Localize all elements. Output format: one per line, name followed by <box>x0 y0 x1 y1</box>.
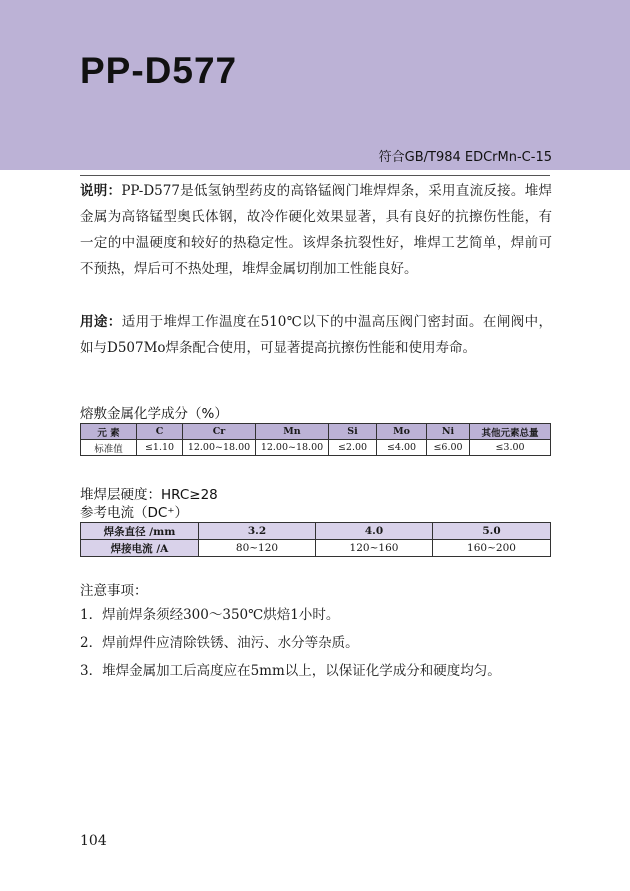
composition-header-row <box>81 424 551 440</box>
composition-header-cell: Mn <box>256 424 329 440</box>
page-number: 104 <box>80 833 107 849</box>
usage-paragraph <box>80 309 552 361</box>
current-cell: 焊接电流 /A <box>81 540 199 557</box>
note-item: 2．焊前焊件应清除铁锈、油污、水分等杂质。 <box>80 635 359 651</box>
current-title: 参考电流（DC⁺） <box>80 505 188 521</box>
composition-value-cell: ≤2.00 <box>329 440 377 456</box>
composition-value-row <box>81 440 551 456</box>
composition-value-cell: ≤1.10 <box>137 440 183 456</box>
composition-header-cell: Mo <box>377 424 427 440</box>
composition-value-cell: ≤6.00 <box>427 440 470 456</box>
hardness-line: 堆焊层硬度：HRC≥28 <box>80 487 218 503</box>
current-cell: 焊条直径 /mm <box>81 523 199 540</box>
usage-label: 用途： <box>80 314 122 330</box>
composition-header-cell: Ni <box>427 424 470 440</box>
description-paragraph <box>80 178 552 282</box>
description-label: 说明： <box>80 183 122 199</box>
header-divider <box>80 175 550 176</box>
current-cell: 80~120 <box>199 540 316 557</box>
composition-header-cell: Si <box>329 424 377 440</box>
current-cell: 160~200 <box>433 540 551 557</box>
current-cell: 4.0 <box>316 523 433 540</box>
composition-header-cell: C <box>137 424 183 440</box>
note-item: 3．堆焊金属加工后高度应在5mm以上，以保证化学成分和硬度均匀。 <box>80 663 501 679</box>
composition-header-cell: 元 素 <box>81 424 137 440</box>
current-cell: 3.2 <box>199 523 316 540</box>
composition-table <box>80 423 551 456</box>
current-cell: 5.0 <box>433 523 551 540</box>
current-amperage-row <box>81 540 551 557</box>
composition-header-cell: Cr <box>183 424 256 440</box>
current-cell: 120~160 <box>316 540 433 557</box>
note-item: 1．焊前焊条须经300～350℃烘焙1小时。 <box>80 607 340 623</box>
description-text: PP-D577是低氢钠型药皮的高铬锰阀门堆焊焊条，采用直流反接。堆焊金属为高铬锰型奥氏体钢，故冷作硬化效果显著，具有良好的抗擦伤性能，有一定的中温硬度和较好的热稳定性。该焊条抗裂性好，堆焊工艺简单，焊前可不预热，焊后可不热处理，堆焊金属切削加工性能良好。 <box>80 183 552 277</box>
product-title: PP-D577 <box>80 50 238 91</box>
usage-text: 适用于堆焊工作温度在510℃以下的中温高压阀门密封面。在闸阀中，如与D507Mo焊条配合使用，可显著提高抗擦伤性能和使用寿命。 <box>80 314 552 356</box>
composition-title: 熔敷金属化学成分（%） <box>80 406 228 422</box>
standard-designation: 符合GB/T984 EDCrMn-C-15 <box>378 150 552 165</box>
composition-value-cell: ≤3.00 <box>470 440 551 456</box>
current-diameter-row <box>81 523 551 540</box>
composition-header-cell: 其他元素总量 <box>470 424 551 440</box>
composition-value-cell: 标准值 <box>81 440 137 456</box>
notes-title: 注意事项： <box>80 583 148 599</box>
composition-value-cell: ≤4.00 <box>377 440 427 456</box>
current-table <box>80 522 551 557</box>
composition-value-cell: 12.00~18.00 <box>183 440 256 456</box>
composition-value-cell: 12.00~18.00 <box>256 440 329 456</box>
